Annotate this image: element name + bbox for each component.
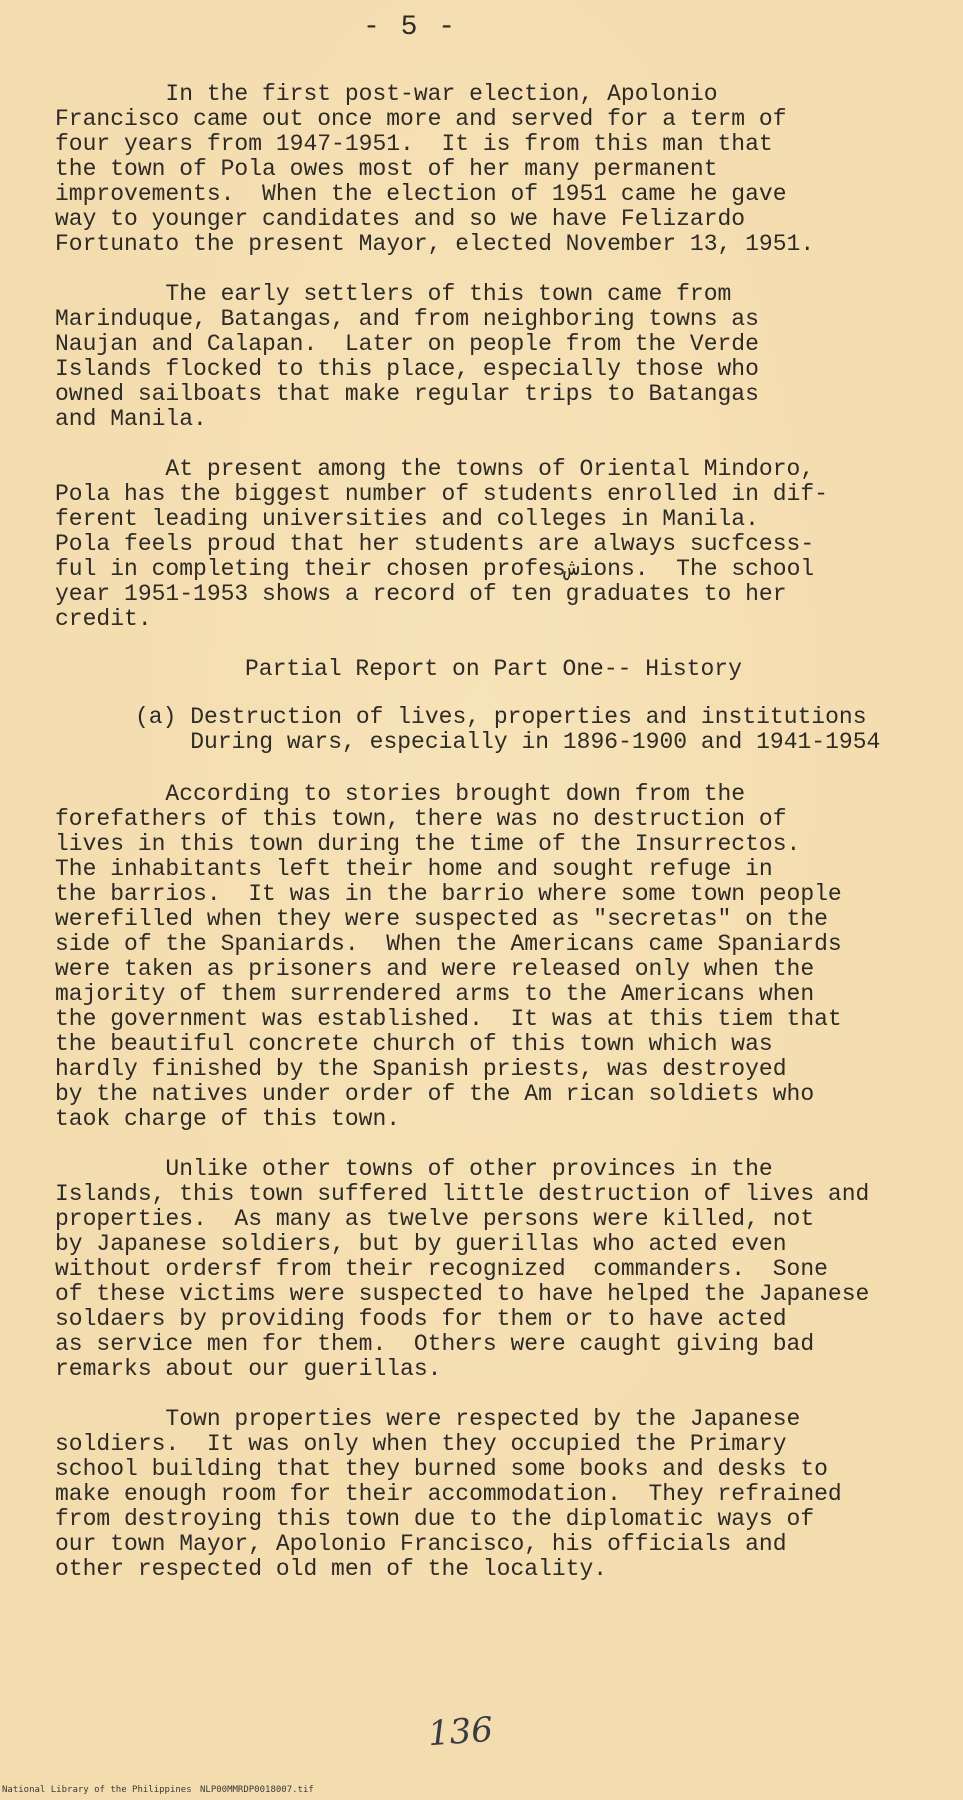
- document-body: [55, 82, 935, 1607]
- footer-library-label: National Library of the Philippines: [2, 1785, 192, 1795]
- footer-file-name: NLP00MMRDP0018007.tif: [200, 1785, 314, 1795]
- paragraph-town-properties: Town properties were respected by the Japanese soldiers. It was only when they occupied the Primary school building that they burned some books and desks to make enough room for their accommodation. They refrained from destroying this town due to the diplomatic ways of our town Mayor, Apolonio Francisco, his officials and other respected old men of the locality.: [55, 1406, 842, 1582]
- paragraph-early-settlers: The early settlers of this town came from Marinduque, Batangas, and from neighboring towns as Naujan and Calapan. Later on people from the Verde Islands flocked to this place, especially those who owned sailboats that make regular trips to Batangas and Manila.: [55, 281, 759, 432]
- section-heading: Partial Report on Part One-- History: [245, 656, 742, 682]
- section-subitem: (a) Destruction of lives, properties and institutions During wars, especially in 1896-1900 and 1941-1954: [135, 704, 881, 755]
- paragraph-post-war-election: In the first post-war election, Apolonio Francisco came out once more and served for a term of four years from 1947-1951. It is from this man that the town of Pola owes most of her many permanent improvements. When the election of 1951 came he gave way to younger candidates and so we have Felizardo Fortunato the present Mayor, elected November 13, 1951.: [55, 81, 815, 257]
- page-number: - 5 -: [362, 12, 457, 43]
- paragraph-students: At present among the towns of Oriental Mindoro, Pola has the biggest number of students enrolled in dif- ferent leading universities and colleges in Manila. Pola feels proud that her students are always sucfcess- ful in completing their chosen profesشions. The school year 1951-1953 shows a record of ten graduates to her credit.: [55, 456, 828, 632]
- handwritten-page-number: 136: [426, 1709, 495, 1755]
- paragraph-insurrectos: According to stories brought down from the forefathers of this town, there was no destruction of lives in this town during the time of the Insurrectos. The inhabitants left their home and sought refuge in the barrios. It was in the barrio where some town people werefilled when they were suspected as "secretas" on the side of the Spaniards. When the Americans came Spaniards were taken as prisoners and were released only when the majority of them surrendered arms to the Americans when the government was established. It was at this tiem that the beautiful concrete church of this town which was hardly finished by the Spanish priests, was destroyed by the natives under order of the Am rican soldiets who taok charge of this town.: [55, 781, 842, 1132]
- paragraph-guerillas: Unlike other towns of other provinces in the Islands, this town suffered little destruction of lives and properties. As many as twelve persons were killed, not by Japanese soldiers, but by guerillas who acted even without ordersf from their recognized commanders. Sone of these victims were suspected to have helped the Japanese soldaers by providing foods for them or to have acted as service men for them. Others were caught giving bad remarks about our guerillas.: [55, 1156, 870, 1382]
